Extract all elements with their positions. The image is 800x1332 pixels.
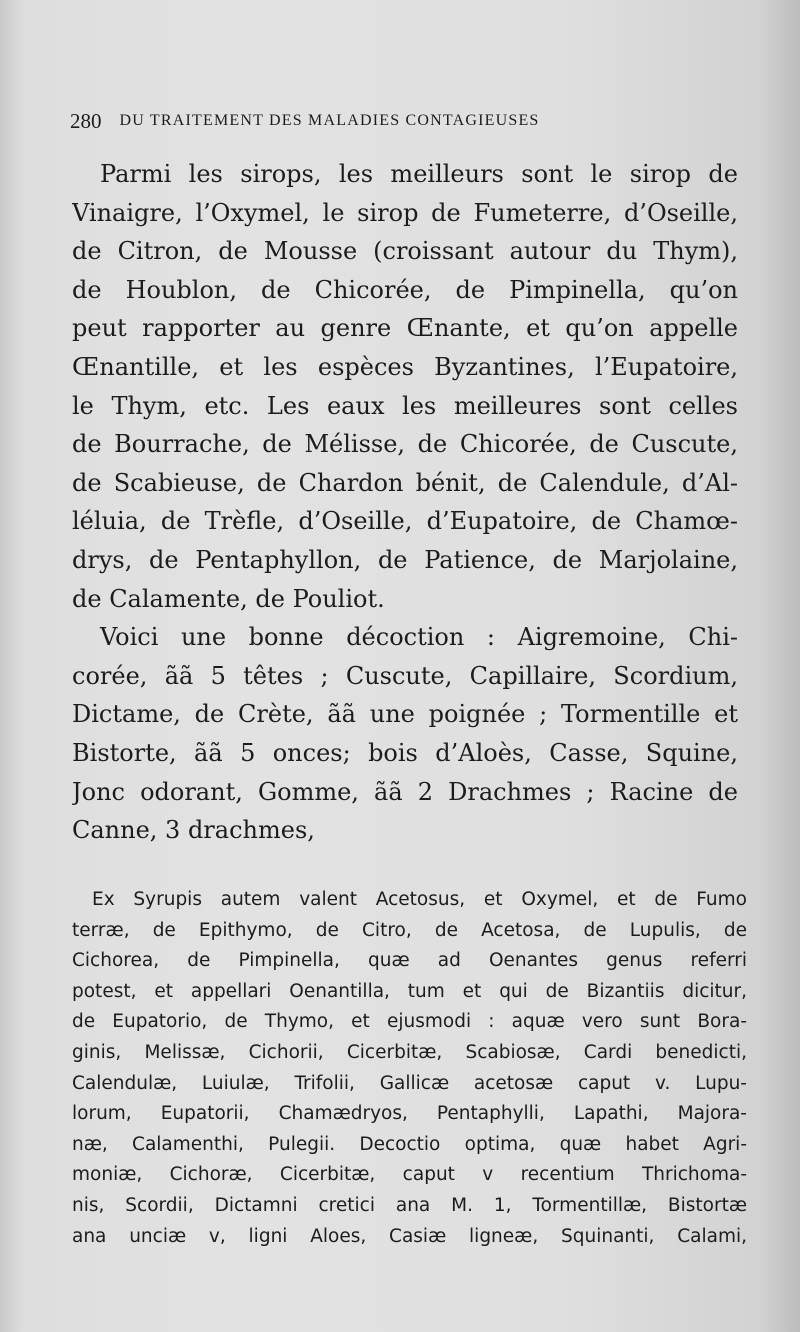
running-title: DU TRAITEMENT DES MALADIES CONTAGIEUSES [119,112,540,129]
body-line: Dictame, de Crète, ãã une poignée ; Tormentille et [72,700,738,729]
body-line: de Scabieuse, de Chardon bénit, de Calendule, d’Al- [72,468,738,497]
body-line: le Thym, etc. Les eaux les meilleures sont celles [72,391,738,420]
latin-line: ana unciæ v, ligni Aloes, Casiæ ligneæ, Squinanti, Calami, [72,1225,747,1247]
body-line: Bistorte, ãã 5 onces; bois d’Aloès, Casse, Squine, [72,738,738,767]
body-line: de Bourrache, de Mélisse, de Chicorée, de Cuscute, [72,430,738,459]
latin-line: næ, Calamenthi, Pulegii. Decoctio optima, quæ habet Agri- [72,1133,747,1155]
latin-line: Calendulæ, Luiulæ, Trifolii, Gallicæ acetosæ caput v. Lupu- [72,1072,747,1094]
body-line: corée, ãã 5 têtes ; Cuscute, Capillaire, Scordium, [72,661,738,690]
latin-line: nis, Scordii, Dictamni cretici ana M. 1, Tormentillæ, Bistortæ [72,1194,747,1216]
body-line: Vinaigre, l’Oxymel, le sirop de Fumeterre, d’Oseille, [72,198,738,227]
latin-line: Ex Syrupis autem valent Acetosus, et Oxymel, et de Fumo [92,889,747,910]
latin-line: Cichorea, de Pimpinella, quæ ad Oenantes genus referri [72,950,747,972]
body-line: peut rapporter au genre Œnante, et qu’on appelle [72,314,738,343]
latin-line: lorum, Eupatorii, Chamædryos, Pentaphylli, Lapathi, Majora- [72,1103,747,1125]
body-line: Voici une bonne décoction : Aigremoine, Chi- [100,623,738,652]
french-body-text [72,155,738,850]
latin-footnote-text [72,885,747,1252]
body-line: de Calamente, de Pouliot. [72,584,385,613]
body-line: de Houblon, de Chicorée, de Pimpinella, qu’on [72,275,738,304]
running-head [70,103,750,139]
body-line: léluia, de Trèfle, d’Oseille, d’Eupatoire, de Chamœ- [72,507,738,536]
body-line: Jonc odorant, Gomme, ãã 2 Drachmes ; Racine de [72,777,738,806]
latin-line: ginis, Melissæ, Cichorii, Cicerbitæ, Scabiosæ, Cardi benedicti, [72,1041,747,1063]
latin-line: terræ, de Epithymo, de Citro, de Acetosa, de Lupulis, de [72,919,747,941]
latin-line: moniæ, Cichoræ, Cicerbitæ, caput v recentium Thrichoma- [72,1164,747,1186]
body-line: de Citron, de Mousse (croissant autour du Thym), [72,237,738,266]
page-number: 280 [70,108,102,133]
body-line: drys, de Pentaphyllon, de Patience, de Marjolaine, [72,545,738,574]
body-line: Canne, 3 drachmes, [72,816,315,845]
latin-line: potest, et appellari Oenantilla, tum et qui de Bizantiis dicitur, [72,980,747,1002]
body-line: Parmi les sirops, les meilleurs sont le sirop de [100,160,738,188]
body-line: Œnantille, et les espèces Byzantines, l’Eupatoire, [72,352,738,381]
latin-line: de Eupatorio, de Thymo, et ejusmodi : aquæ vero sunt Bora- [72,1011,747,1033]
